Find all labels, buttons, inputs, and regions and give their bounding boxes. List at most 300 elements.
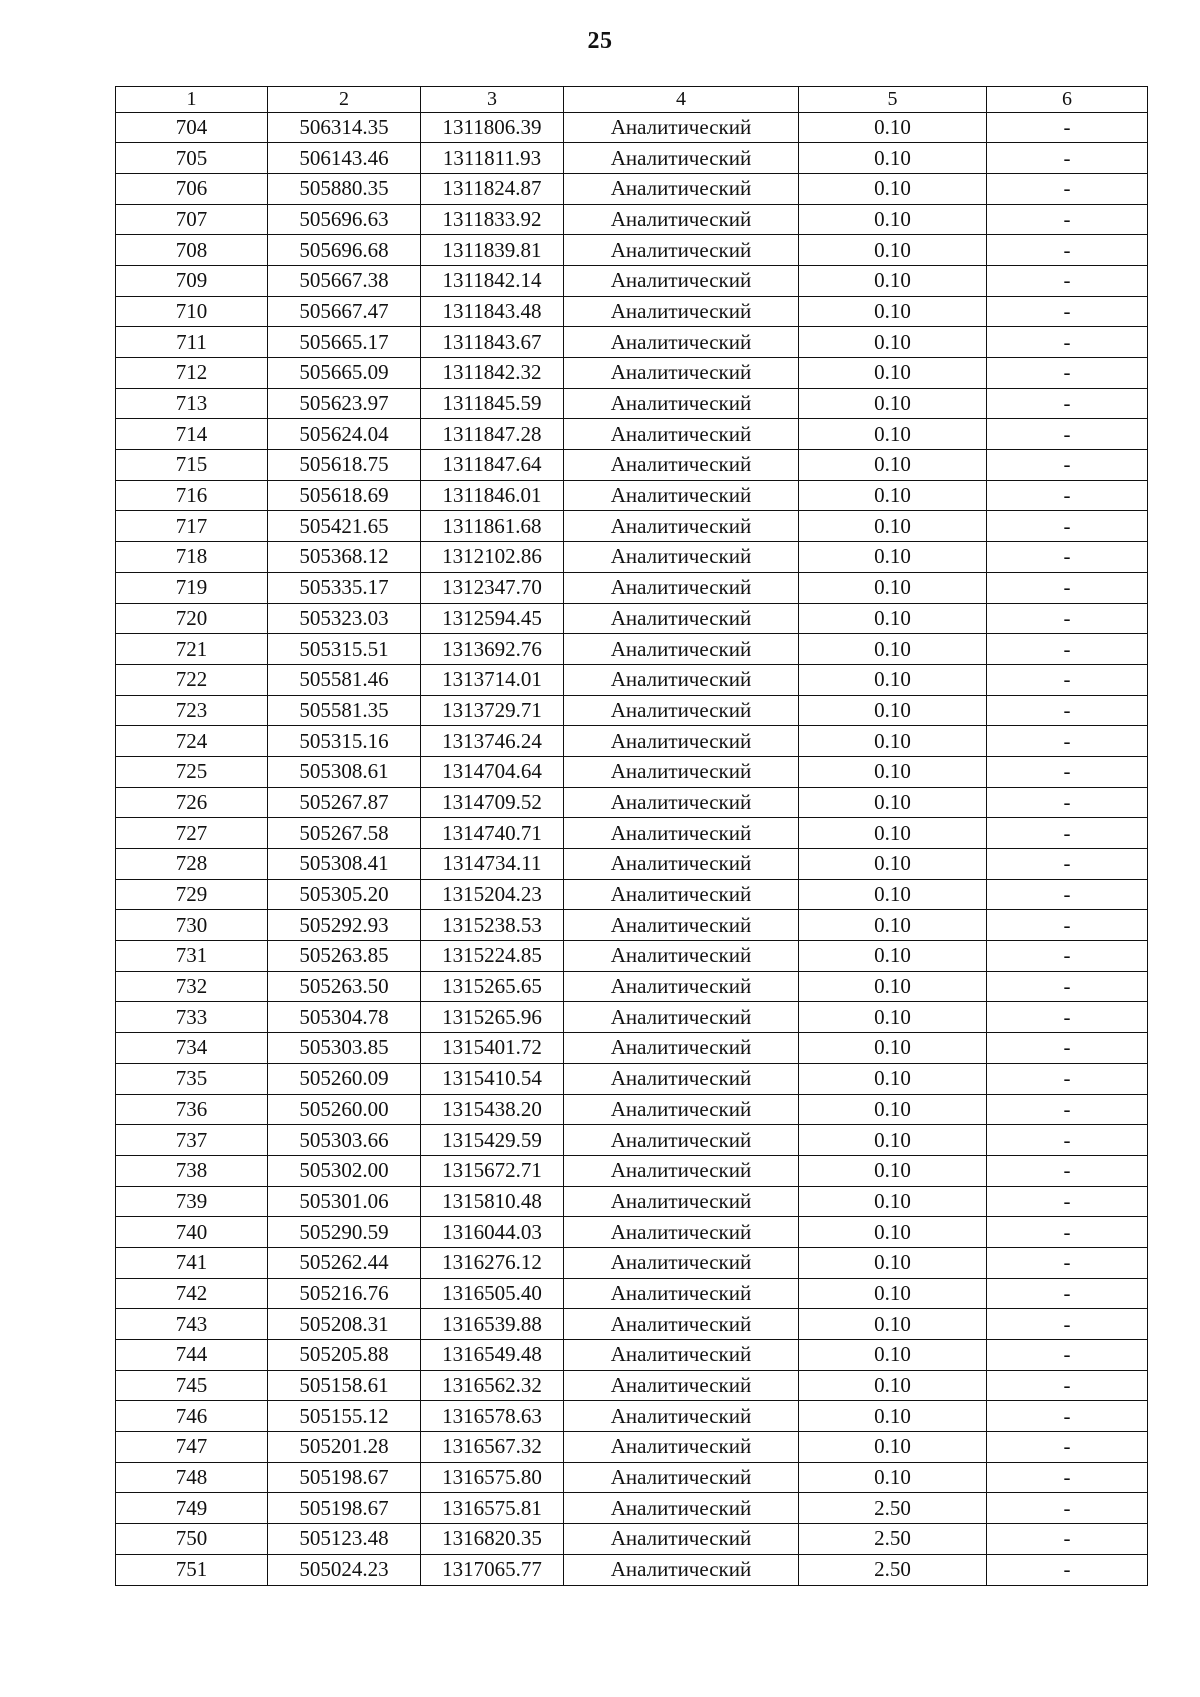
y-coordinate-cell: 1315810.48 xyxy=(421,1186,564,1217)
x-coordinate-cell: 505696.63 xyxy=(268,204,421,235)
note-cell: - xyxy=(987,235,1148,266)
note-cell: - xyxy=(987,143,1148,174)
y-coordinate-cell: 1314734.11 xyxy=(421,849,564,880)
y-coordinate-cell: 1316578.63 xyxy=(421,1401,564,1432)
method-cell: Аналитический xyxy=(564,910,799,941)
point-number-cell: 735 xyxy=(116,1063,268,1094)
accuracy-cell: 0.10 xyxy=(799,971,987,1002)
accuracy-cell: 0.10 xyxy=(799,542,987,573)
accuracy-cell: 0.10 xyxy=(799,296,987,327)
y-coordinate-cell: 1311843.48 xyxy=(421,296,564,327)
point-number-cell: 742 xyxy=(116,1278,268,1309)
y-coordinate-cell: 1316539.88 xyxy=(421,1309,564,1340)
note-cell: - xyxy=(987,204,1148,235)
table-row xyxy=(116,388,1148,419)
method-cell: Аналитический xyxy=(564,971,799,1002)
note-cell: - xyxy=(987,634,1148,665)
x-coordinate-cell: 505292.93 xyxy=(268,910,421,941)
x-coordinate-cell: 505267.58 xyxy=(268,818,421,849)
note-cell: - xyxy=(987,296,1148,327)
point-number-cell: 733 xyxy=(116,1002,268,1033)
accuracy-cell: 0.10 xyxy=(799,787,987,818)
point-number-cell: 751 xyxy=(116,1554,268,1585)
method-cell: Аналитический xyxy=(564,1340,799,1371)
table-row xyxy=(116,941,1148,972)
y-coordinate-cell: 1317065.77 xyxy=(421,1554,564,1585)
y-coordinate-cell: 1315438.20 xyxy=(421,1094,564,1125)
x-coordinate-cell: 505368.12 xyxy=(268,542,421,573)
table-row xyxy=(116,480,1148,511)
x-coordinate-cell: 505267.87 xyxy=(268,787,421,818)
x-coordinate-cell: 505208.31 xyxy=(268,1309,421,1340)
method-cell: Аналитический xyxy=(564,1155,799,1186)
note-cell: - xyxy=(987,756,1148,787)
y-coordinate-cell: 1313714.01 xyxy=(421,664,564,695)
accuracy-cell: 0.10 xyxy=(799,419,987,450)
accuracy-cell: 0.10 xyxy=(799,1217,987,1248)
method-cell: Аналитический xyxy=(564,1063,799,1094)
note-cell: - xyxy=(987,450,1148,481)
table-row xyxy=(116,971,1148,1002)
accuracy-cell: 0.10 xyxy=(799,879,987,910)
note-cell: - xyxy=(987,879,1148,910)
method-cell: Аналитический xyxy=(564,1462,799,1493)
table-row xyxy=(116,572,1148,603)
y-coordinate-cell: 1312594.45 xyxy=(421,603,564,634)
column-header-6: 6 xyxy=(987,87,1148,113)
point-number-cell: 713 xyxy=(116,388,268,419)
y-coordinate-cell: 1311861.68 xyxy=(421,511,564,542)
x-coordinate-cell: 505335.17 xyxy=(268,572,421,603)
note-cell: - xyxy=(987,1309,1148,1340)
accuracy-cell: 0.10 xyxy=(799,1278,987,1309)
point-number-cell: 740 xyxy=(116,1217,268,1248)
method-cell: Аналитический xyxy=(564,787,799,818)
method-cell: Аналитический xyxy=(564,941,799,972)
point-number-cell: 707 xyxy=(116,204,268,235)
x-coordinate-cell: 505315.16 xyxy=(268,726,421,757)
table-row xyxy=(116,879,1148,910)
note-cell: - xyxy=(987,1493,1148,1524)
note-cell: - xyxy=(987,1125,1148,1156)
x-coordinate-cell: 505198.67 xyxy=(268,1462,421,1493)
note-cell: - xyxy=(987,849,1148,880)
header-row xyxy=(116,87,1148,113)
table-row xyxy=(116,818,1148,849)
method-cell: Аналитический xyxy=(564,542,799,573)
method-cell: Аналитический xyxy=(564,1094,799,1125)
table-row xyxy=(116,1462,1148,1493)
y-coordinate-cell: 1315672.71 xyxy=(421,1155,564,1186)
point-number-cell: 745 xyxy=(116,1370,268,1401)
point-number-cell: 717 xyxy=(116,511,268,542)
table-row xyxy=(116,1278,1148,1309)
table-row xyxy=(116,1524,1148,1555)
table-row xyxy=(116,1247,1148,1278)
method-cell: Аналитический xyxy=(564,1033,799,1064)
note-cell: - xyxy=(987,941,1148,972)
note-cell: - xyxy=(987,112,1148,143)
table-row xyxy=(116,1554,1148,1585)
point-number-cell: 726 xyxy=(116,787,268,818)
table-row xyxy=(116,695,1148,726)
point-number-cell: 728 xyxy=(116,849,268,880)
x-coordinate-cell: 505305.20 xyxy=(268,879,421,910)
x-coordinate-cell: 505263.50 xyxy=(268,971,421,1002)
note-cell: - xyxy=(987,971,1148,1002)
method-cell: Аналитический xyxy=(564,1432,799,1463)
accuracy-cell: 0.10 xyxy=(799,1002,987,1033)
note-cell: - xyxy=(987,1462,1148,1493)
point-number-cell: 715 xyxy=(116,450,268,481)
point-number-cell: 739 xyxy=(116,1186,268,1217)
method-cell: Аналитический xyxy=(564,634,799,665)
table-row xyxy=(116,1432,1148,1463)
y-coordinate-cell: 1316549.48 xyxy=(421,1340,564,1371)
table-row xyxy=(116,603,1148,634)
method-cell: Аналитический xyxy=(564,1247,799,1278)
method-cell: Аналитический xyxy=(564,204,799,235)
x-coordinate-cell: 505624.04 xyxy=(268,419,421,450)
method-cell: Аналитический xyxy=(564,603,799,634)
method-cell: Аналитический xyxy=(564,1186,799,1217)
table-row xyxy=(116,910,1148,941)
method-cell: Аналитический xyxy=(564,1125,799,1156)
note-cell: - xyxy=(987,1247,1148,1278)
point-number-cell: 705 xyxy=(116,143,268,174)
point-number-cell: 710 xyxy=(116,296,268,327)
y-coordinate-cell: 1315410.54 xyxy=(421,1063,564,1094)
note-cell: - xyxy=(987,664,1148,695)
point-number-cell: 724 xyxy=(116,726,268,757)
accuracy-cell: 0.10 xyxy=(799,849,987,880)
note-cell: - xyxy=(987,173,1148,204)
x-coordinate-cell: 505303.66 xyxy=(268,1125,421,1156)
x-coordinate-cell: 505290.59 xyxy=(268,1217,421,1248)
x-coordinate-cell: 505667.38 xyxy=(268,265,421,296)
point-number-cell: 737 xyxy=(116,1125,268,1156)
method-cell: Аналитический xyxy=(564,1309,799,1340)
note-cell: - xyxy=(987,480,1148,511)
y-coordinate-cell: 1311842.14 xyxy=(421,265,564,296)
point-number-cell: 711 xyxy=(116,327,268,358)
note-cell: - xyxy=(987,1002,1148,1033)
x-coordinate-cell: 505303.85 xyxy=(268,1033,421,1064)
accuracy-cell: 2.50 xyxy=(799,1524,987,1555)
x-coordinate-cell: 505308.41 xyxy=(268,849,421,880)
table-row xyxy=(116,204,1148,235)
point-number-cell: 723 xyxy=(116,695,268,726)
x-coordinate-cell: 505308.61 xyxy=(268,756,421,787)
table-row xyxy=(116,265,1148,296)
y-coordinate-cell: 1312102.86 xyxy=(421,542,564,573)
y-coordinate-cell: 1314704.64 xyxy=(421,756,564,787)
x-coordinate-cell: 505667.47 xyxy=(268,296,421,327)
accuracy-cell: 0.10 xyxy=(799,756,987,787)
y-coordinate-cell: 1311824.87 xyxy=(421,173,564,204)
method-cell: Аналитический xyxy=(564,419,799,450)
x-coordinate-cell: 505581.46 xyxy=(268,664,421,695)
method-cell: Аналитический xyxy=(564,664,799,695)
y-coordinate-cell: 1316276.12 xyxy=(421,1247,564,1278)
table-row xyxy=(116,296,1148,327)
method-cell: Аналитический xyxy=(564,511,799,542)
point-number-cell: 741 xyxy=(116,1247,268,1278)
table-row xyxy=(116,664,1148,695)
note-cell: - xyxy=(987,1524,1148,1555)
accuracy-cell: 2.50 xyxy=(799,1493,987,1524)
point-number-cell: 714 xyxy=(116,419,268,450)
method-cell: Аналитический xyxy=(564,1217,799,1248)
method-cell: Аналитический xyxy=(564,1401,799,1432)
table-body xyxy=(116,112,1148,1585)
accuracy-cell: 0.10 xyxy=(799,572,987,603)
accuracy-cell: 0.10 xyxy=(799,695,987,726)
y-coordinate-cell: 1311845.59 xyxy=(421,388,564,419)
point-number-cell: 727 xyxy=(116,818,268,849)
table-row xyxy=(116,1340,1148,1371)
table-row xyxy=(116,1094,1148,1125)
y-coordinate-cell: 1316567.32 xyxy=(421,1432,564,1463)
accuracy-cell: 0.10 xyxy=(799,1033,987,1064)
table-row xyxy=(116,358,1148,389)
accuracy-cell: 0.10 xyxy=(799,143,987,174)
table-row xyxy=(116,726,1148,757)
note-cell: - xyxy=(987,1094,1148,1125)
y-coordinate-cell: 1316575.80 xyxy=(421,1462,564,1493)
note-cell: - xyxy=(987,1554,1148,1585)
note-cell: - xyxy=(987,419,1148,450)
x-coordinate-cell: 505260.09 xyxy=(268,1063,421,1094)
accuracy-cell: 0.10 xyxy=(799,450,987,481)
table-row xyxy=(116,756,1148,787)
column-header-4: 4 xyxy=(564,87,799,113)
accuracy-cell: 0.10 xyxy=(799,1401,987,1432)
method-cell: Аналитический xyxy=(564,173,799,204)
method-cell: Аналитический xyxy=(564,1370,799,1401)
y-coordinate-cell: 1311811.93 xyxy=(421,143,564,174)
x-coordinate-cell: 505323.03 xyxy=(268,603,421,634)
accuracy-cell: 0.10 xyxy=(799,511,987,542)
point-number-cell: 706 xyxy=(116,173,268,204)
accuracy-cell: 0.10 xyxy=(799,1309,987,1340)
method-cell: Аналитический xyxy=(564,695,799,726)
accuracy-cell: 2.50 xyxy=(799,1554,987,1585)
point-number-cell: 749 xyxy=(116,1493,268,1524)
table-row xyxy=(116,1002,1148,1033)
y-coordinate-cell: 1315401.72 xyxy=(421,1033,564,1064)
x-coordinate-cell: 505315.51 xyxy=(268,634,421,665)
note-cell: - xyxy=(987,1432,1148,1463)
accuracy-cell: 0.10 xyxy=(799,265,987,296)
y-coordinate-cell: 1311847.28 xyxy=(421,419,564,450)
accuracy-cell: 0.10 xyxy=(799,327,987,358)
table-row xyxy=(116,1370,1148,1401)
y-coordinate-cell: 1315429.59 xyxy=(421,1125,564,1156)
x-coordinate-cell: 506314.35 xyxy=(268,112,421,143)
x-coordinate-cell: 505155.12 xyxy=(268,1401,421,1432)
table-row xyxy=(116,450,1148,481)
method-cell: Аналитический xyxy=(564,756,799,787)
accuracy-cell: 0.10 xyxy=(799,726,987,757)
column-header-1: 1 xyxy=(116,87,268,113)
note-cell: - xyxy=(987,1217,1148,1248)
x-coordinate-cell: 505618.75 xyxy=(268,450,421,481)
method-cell: Аналитический xyxy=(564,265,799,296)
method-cell: Аналитический xyxy=(564,849,799,880)
method-cell: Аналитический xyxy=(564,327,799,358)
method-cell: Аналитический xyxy=(564,1278,799,1309)
method-cell: Аналитический xyxy=(564,1524,799,1555)
point-number-cell: 743 xyxy=(116,1309,268,1340)
method-cell: Аналитический xyxy=(564,1554,799,1585)
y-coordinate-cell: 1314709.52 xyxy=(421,787,564,818)
table-row xyxy=(116,173,1148,204)
x-coordinate-cell: 506143.46 xyxy=(268,143,421,174)
accuracy-cell: 0.10 xyxy=(799,1340,987,1371)
point-number-cell: 729 xyxy=(116,879,268,910)
y-coordinate-cell: 1311846.01 xyxy=(421,480,564,511)
note-cell: - xyxy=(987,910,1148,941)
x-coordinate-cell: 505260.00 xyxy=(268,1094,421,1125)
x-coordinate-cell: 505304.78 xyxy=(268,1002,421,1033)
note-cell: - xyxy=(987,787,1148,818)
accuracy-cell: 0.10 xyxy=(799,1462,987,1493)
note-cell: - xyxy=(987,358,1148,389)
table-row xyxy=(116,1186,1148,1217)
x-coordinate-cell: 505123.48 xyxy=(268,1524,421,1555)
note-cell: - xyxy=(987,1155,1148,1186)
note-cell: - xyxy=(987,818,1148,849)
point-number-cell: 748 xyxy=(116,1462,268,1493)
method-cell: Аналитический xyxy=(564,296,799,327)
note-cell: - xyxy=(987,542,1148,573)
method-cell: Аналитический xyxy=(564,235,799,266)
point-number-cell: 734 xyxy=(116,1033,268,1064)
y-coordinate-cell: 1316575.81 xyxy=(421,1493,564,1524)
point-number-cell: 725 xyxy=(116,756,268,787)
method-cell: Аналитический xyxy=(564,1493,799,1524)
note-cell: - xyxy=(987,603,1148,634)
y-coordinate-cell: 1311839.81 xyxy=(421,235,564,266)
accuracy-cell: 0.10 xyxy=(799,1094,987,1125)
x-coordinate-cell: 505201.28 xyxy=(268,1432,421,1463)
point-number-cell: 704 xyxy=(116,112,268,143)
y-coordinate-cell: 1316562.32 xyxy=(421,1370,564,1401)
note-cell: - xyxy=(987,695,1148,726)
y-coordinate-cell: 1311843.67 xyxy=(421,327,564,358)
y-coordinate-cell: 1315238.53 xyxy=(421,910,564,941)
y-coordinate-cell: 1315224.85 xyxy=(421,941,564,972)
accuracy-cell: 0.10 xyxy=(799,603,987,634)
accuracy-cell: 0.10 xyxy=(799,1370,987,1401)
table-row xyxy=(116,143,1148,174)
method-cell: Аналитический xyxy=(564,480,799,511)
note-cell: - xyxy=(987,327,1148,358)
page-number: 25 xyxy=(587,28,613,54)
y-coordinate-cell: 1311833.92 xyxy=(421,204,564,235)
x-coordinate-cell: 505581.35 xyxy=(268,695,421,726)
table-row xyxy=(116,1493,1148,1524)
y-coordinate-cell: 1311806.39 xyxy=(421,112,564,143)
x-coordinate-cell: 505262.44 xyxy=(268,1247,421,1278)
x-coordinate-cell: 505158.61 xyxy=(268,1370,421,1401)
accuracy-cell: 0.10 xyxy=(799,388,987,419)
accuracy-cell: 0.10 xyxy=(799,910,987,941)
method-cell: Аналитический xyxy=(564,1002,799,1033)
column-header-3: 3 xyxy=(421,87,564,113)
note-cell: - xyxy=(987,1033,1148,1064)
accuracy-cell: 0.10 xyxy=(799,1155,987,1186)
point-number-cell: 730 xyxy=(116,910,268,941)
x-coordinate-cell: 505696.68 xyxy=(268,235,421,266)
table-row xyxy=(116,1309,1148,1340)
accuracy-cell: 0.10 xyxy=(799,634,987,665)
table-row xyxy=(116,1125,1148,1156)
point-number-cell: 709 xyxy=(116,265,268,296)
accuracy-cell: 0.10 xyxy=(799,818,987,849)
table-row xyxy=(116,634,1148,665)
y-coordinate-cell: 1313729.71 xyxy=(421,695,564,726)
y-coordinate-cell: 1315265.96 xyxy=(421,1002,564,1033)
x-coordinate-cell: 505618.69 xyxy=(268,480,421,511)
column-header-2: 2 xyxy=(268,87,421,113)
point-number-cell: 720 xyxy=(116,603,268,634)
method-cell: Аналитический xyxy=(564,450,799,481)
method-cell: Аналитический xyxy=(564,388,799,419)
table-row xyxy=(116,1155,1148,1186)
accuracy-cell: 0.10 xyxy=(799,112,987,143)
y-coordinate-cell: 1311847.64 xyxy=(421,450,564,481)
point-number-cell: 744 xyxy=(116,1340,268,1371)
x-coordinate-cell: 505198.67 xyxy=(268,1493,421,1524)
table-row xyxy=(116,1217,1148,1248)
accuracy-cell: 0.10 xyxy=(799,1063,987,1094)
y-coordinate-cell: 1316820.35 xyxy=(421,1524,564,1555)
y-coordinate-cell: 1315265.65 xyxy=(421,971,564,1002)
point-number-cell: 718 xyxy=(116,542,268,573)
method-cell: Аналитический xyxy=(564,726,799,757)
table-row xyxy=(116,849,1148,880)
y-coordinate-cell: 1312347.70 xyxy=(421,572,564,603)
accuracy-cell: 0.10 xyxy=(799,204,987,235)
table-row xyxy=(116,1033,1148,1064)
note-cell: - xyxy=(987,1401,1148,1432)
accuracy-cell: 0.10 xyxy=(799,1186,987,1217)
point-number-cell: 746 xyxy=(116,1401,268,1432)
x-coordinate-cell: 505205.88 xyxy=(268,1340,421,1371)
note-cell: - xyxy=(987,511,1148,542)
y-coordinate-cell: 1313692.76 xyxy=(421,634,564,665)
x-coordinate-cell: 505302.00 xyxy=(268,1155,421,1186)
method-cell: Аналитический xyxy=(564,572,799,603)
point-number-cell: 731 xyxy=(116,941,268,972)
point-number-cell: 732 xyxy=(116,971,268,1002)
accuracy-cell: 0.10 xyxy=(799,480,987,511)
x-coordinate-cell: 505421.65 xyxy=(268,511,421,542)
note-cell: - xyxy=(987,1340,1148,1371)
y-coordinate-cell: 1316505.40 xyxy=(421,1278,564,1309)
accuracy-cell: 0.10 xyxy=(799,173,987,204)
accuracy-cell: 0.10 xyxy=(799,1247,987,1278)
table-row xyxy=(116,112,1148,143)
x-coordinate-cell: 505665.17 xyxy=(268,327,421,358)
point-number-cell: 708 xyxy=(116,235,268,266)
x-coordinate-cell: 505263.85 xyxy=(268,941,421,972)
x-coordinate-cell: 505216.76 xyxy=(268,1278,421,1309)
point-number-cell: 719 xyxy=(116,572,268,603)
column-header-5: 5 xyxy=(799,87,987,113)
